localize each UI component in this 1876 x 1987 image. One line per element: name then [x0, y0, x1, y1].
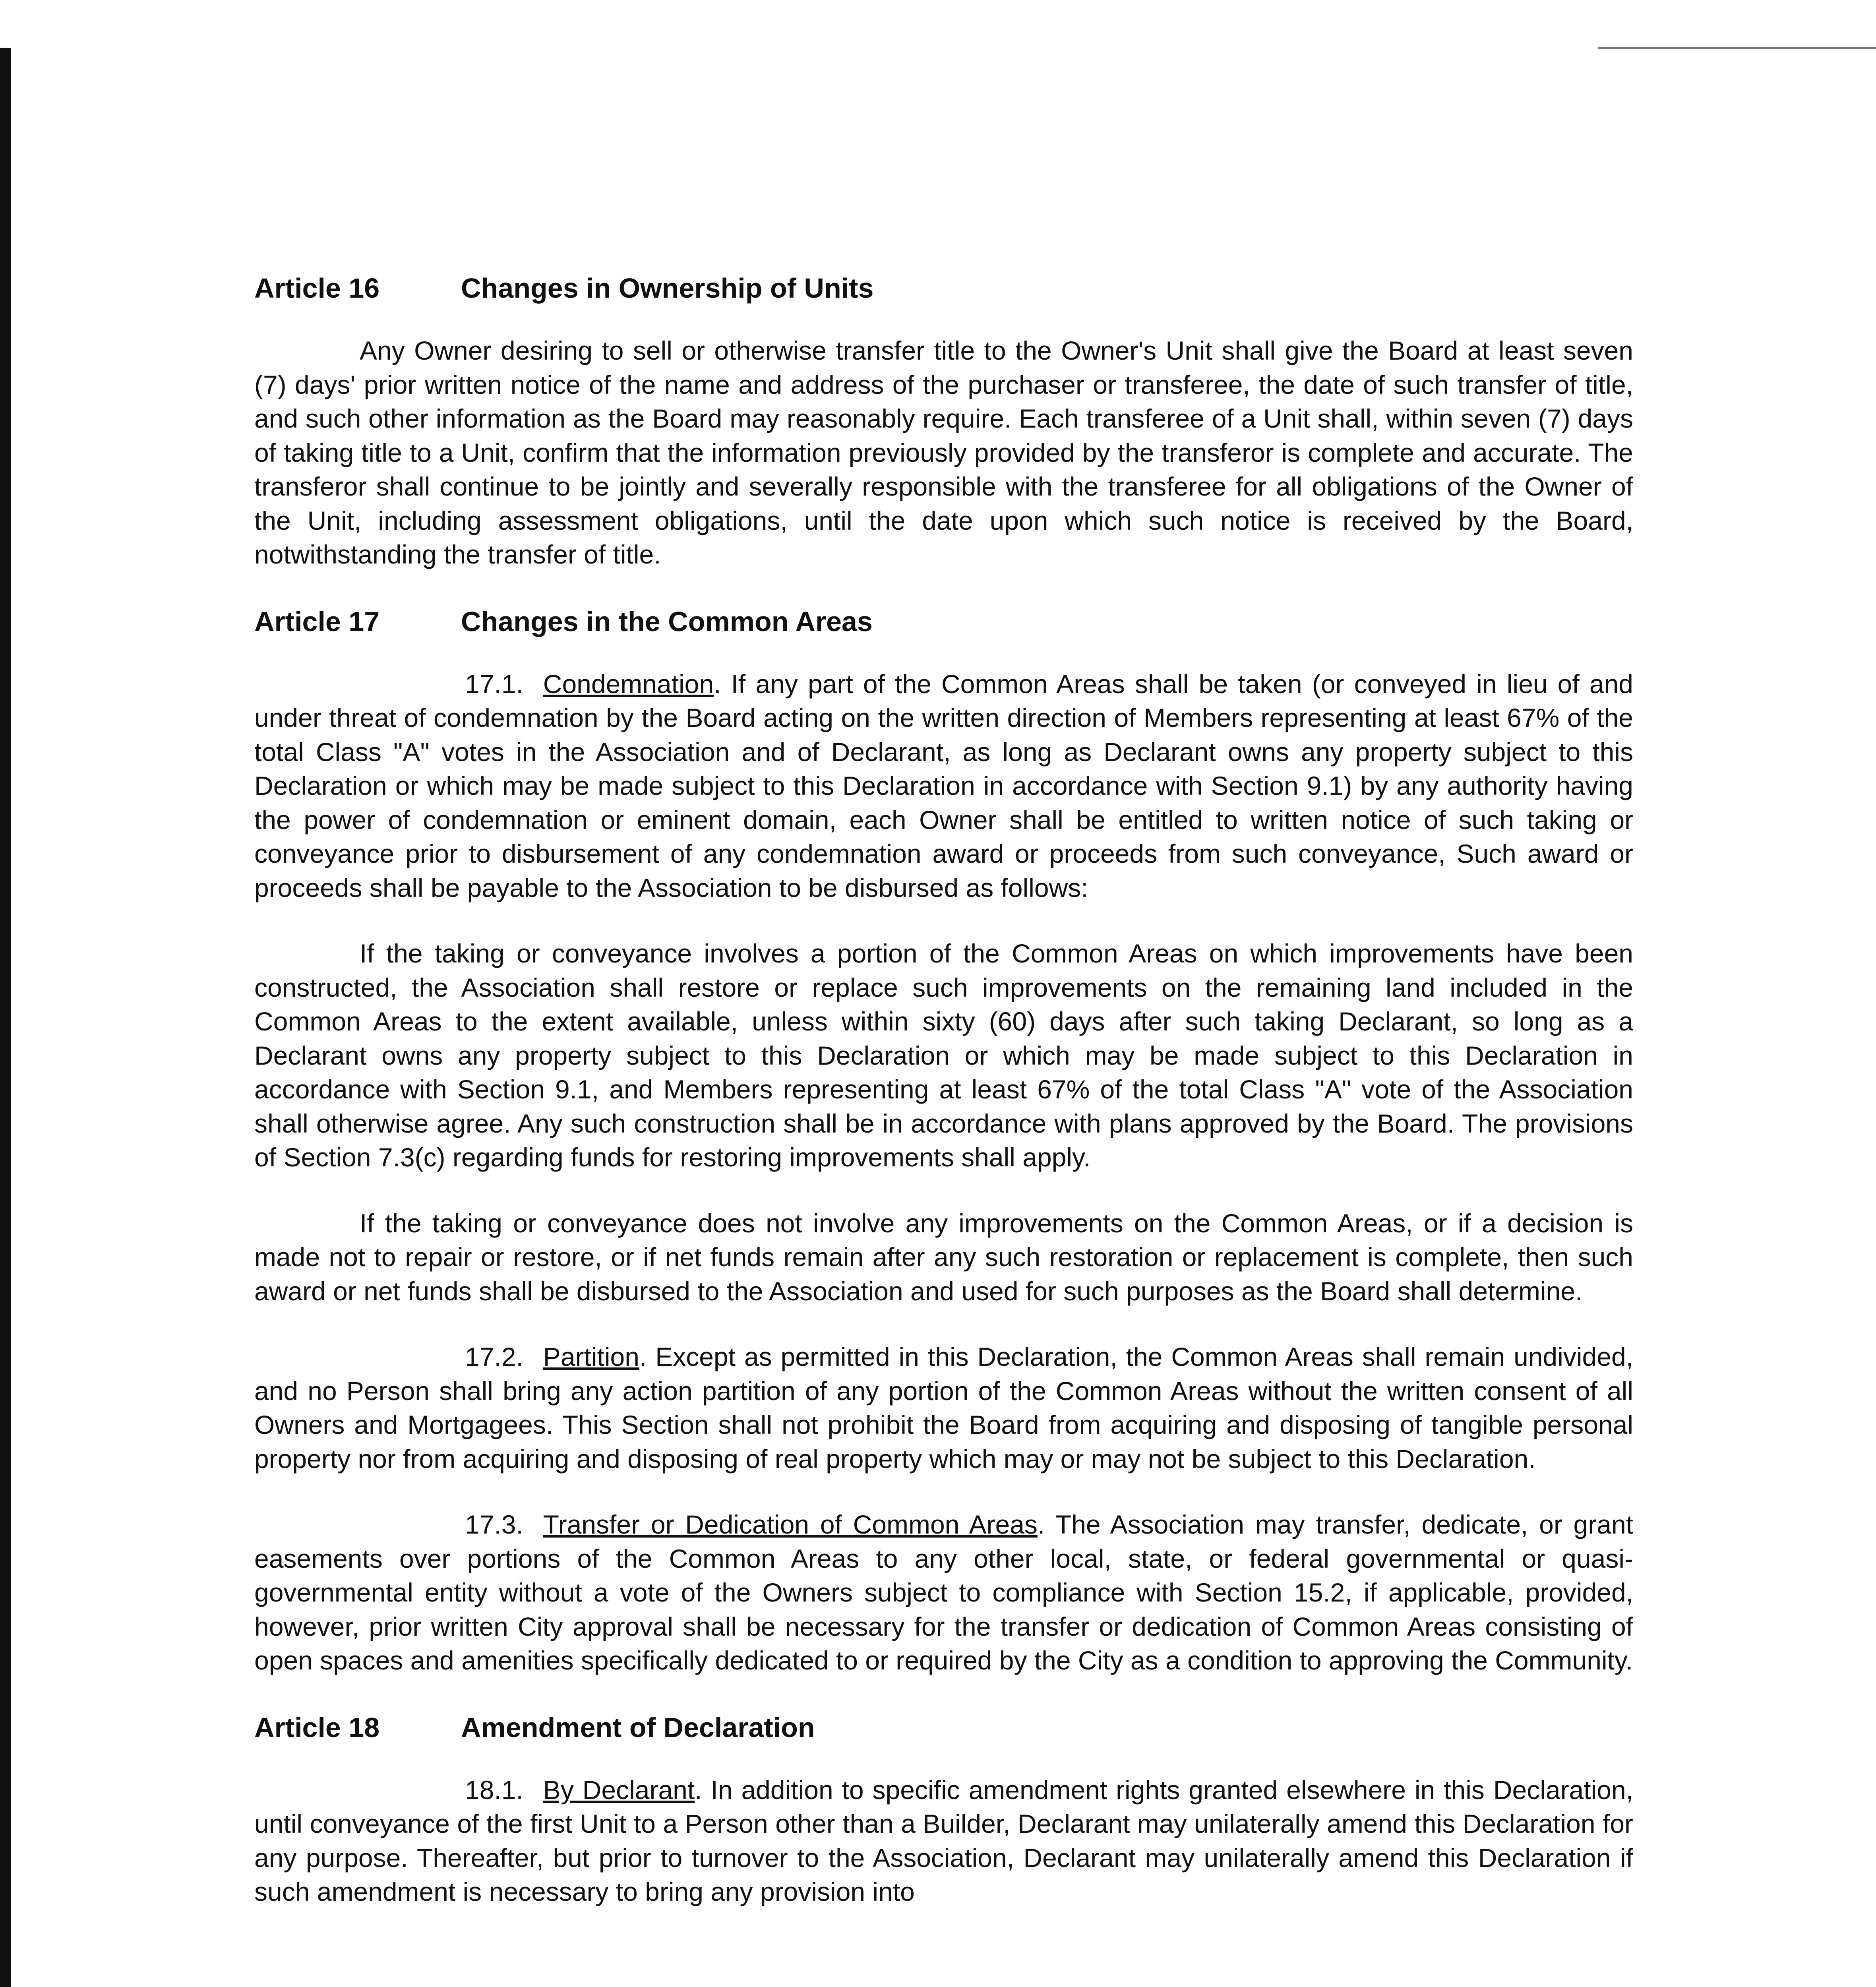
section-body: . The Association may transfer, dedicate, or grant easements over portions of the Common Areas to any other local, state, or federal governmental or quasi-governmental entity without a vote of the Owners subject to compliance with Section 15.2, if applicable, provided, however, prior written City approval shall be necessary for the transfer or dedication of Common Areas consisting of open spaces and amenities specifically dedicated to or required by the City as a condition to approving the Community. — [254, 1510, 1633, 1675]
section-17-2 — [254, 1340, 1633, 1476]
section-title: By Declarant — [543, 1775, 695, 1805]
article-number: Article 18 — [254, 1712, 380, 1743]
scan-edge-bar — [0, 48, 11, 1987]
section-18-1 — [254, 1773, 1633, 1909]
article-title: Amendment of Declaration — [461, 1712, 815, 1743]
document-page — [254, 270, 1633, 1987]
article-16-heading — [254, 270, 1633, 306]
article-title: Changes in the Common Areas — [461, 606, 873, 637]
scan-top-rule — [1598, 47, 1876, 49]
section-body: . In addition to specific amendment rights granted elsewhere in this Declaration, until conveyance of the first Unit to a Person other than a Builder, Declarant may unilaterally amend this Declaration for any purpose. Thereafter, but prior to turnover to the Association, Declarant may unilaterally amend this Declaration if such amendment is necessary to bring any provision into — [254, 1775, 1633, 1906]
article-number: Article 16 — [254, 273, 380, 304]
section-title: Transfer or Dedication of Common Areas — [543, 1510, 1038, 1539]
section-number: 17.1. — [465, 669, 523, 699]
section-title: Condemnation — [543, 669, 714, 699]
section-number: 17.2. — [465, 1342, 523, 1371]
section-body: . Except as permitted in this Declaration, the Common Areas shall remain undivided, and no Person shall bring any action partition of any portion of the Common Areas without the written consent of all Owners and Mortgagees. This Section shall not prohibit the Board from acquiring and disposing of tangible personal property nor from acquiring and disposing of real property which may or may not be subject to this Declaration. — [254, 1342, 1633, 1474]
section-number: 18.1. — [465, 1775, 523, 1805]
section-number: 17.3. — [465, 1510, 523, 1539]
article-title: Changes in Ownership of Units — [461, 273, 874, 304]
section-17-3 — [254, 1508, 1633, 1678]
section-17-1 — [254, 667, 1633, 905]
article-16-body: Any Owner desiring to sell or otherwise transfer title to the Owner's Unit shall give the Board at least seven (7) days' prior written notice of the name and address of the purchaser or transferee, the date of such transfer of title, and such other information as the Board may reasonably require. Each transferee of a Unit shall, within seven (7) days of taking title to a Unit, confirm that the information previously provided by the transferor is complete and accurate. The transferor shall continue to be jointly and severally responsible with the transferee for all obligations of the Owner of the Unit, including assessment obligations, until the date upon which such notice is received by the Board, notwithstanding the transfer of title. — [254, 336, 1633, 569]
section-17-1-paragraph-2: If the taking or conveyance involves a portion of the Common Areas on which improvements have been constructed, the Association shall restore or replace such improvements on the remaining land included in the Common Areas to the extent available, unless within sixty (60) days after such taking Declarant, so long as a Declarant owns any property subject to this Declaration or which may be made subject to this Declaration in accordance with Section 9.1, and Members representing at least 67% of the total Class "A" vote of the Association shall otherwise agree. Any such construction shall be in accordance with plans approved by the Board. The provisions of Section 7.3(c) regarding funds for restoring improvements shall apply. — [254, 939, 1633, 1172]
section-title: Partition — [543, 1342, 639, 1371]
article-number: Article 17 — [254, 606, 380, 637]
article-18-heading — [254, 1710, 1633, 1745]
section-body: . If any part of the Common Areas shall be taken (or conveyed in lieu of and under threat of condemnation by the Board acting on the written direction of Members representing at least 67% of the total Class "A" votes in the Association and of Declarant, as long as Declarant owns any property subject to this Declaration or which may be made subject to this Declaration in accordance with Section 9.1) by any authority having the power of condemnation or eminent domain, each Owner shall be entitled to written notice of such taking or conveyance prior to disbursement of any condemnation award or proceeds from such conveyance, Such award or proceeds shall be payable to the Association to be disbursed as follows: — [254, 669, 1633, 902]
article-17-heading — [254, 604, 1633, 639]
section-17-1-paragraph-3: If the taking or conveyance does not involve any improvements on the Common Areas, or if a decision is made not to repair or restore, or if net funds remain after any such restoration or replacement is complete, then such award or net funds shall be disbursed to the Association and used for such purposes as the Board shall determine. — [254, 1208, 1633, 1306]
